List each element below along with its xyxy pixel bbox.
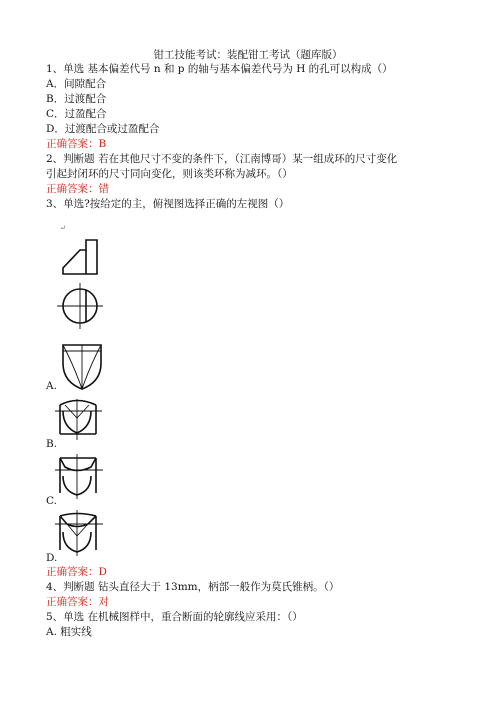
q2-stem-line2: 引起封闭环的尺寸同向变化，则该类环称为减环。（）	[46, 168, 293, 180]
paragraph-mark: ↵	[60, 224, 66, 232]
q2-answer-label: 正确答案：	[46, 183, 99, 195]
top-view-drawing	[57, 283, 103, 329]
q1-option-c: C．过盈配合	[46, 108, 107, 120]
q3-answer-value: D	[98, 566, 107, 578]
q1-stem: 1、单选 基本偏差代号 n 和 p 的轴与基本偏差代号为 H 的孔可以构成（）	[46, 63, 393, 75]
front-view-drawing	[63, 240, 97, 274]
option-c-drawing	[55, 452, 115, 502]
option-a-drawing	[60, 342, 120, 392]
q1-answer-value: B	[98, 138, 107, 150]
q1-answer	[46, 137, 106, 151]
q4-answer-label: 正确答案：	[46, 596, 99, 608]
q3-answer-label: 正确答案：	[46, 566, 99, 578]
q1-option-a: A．间隙配合	[46, 78, 107, 90]
q3-option-b: B.	[46, 438, 58, 450]
q2-stem-line1: 2、判断题 若在其他尺寸不变的条件下，（江南博哥）某一组成环的尺寸变化	[46, 153, 398, 165]
q3-option-c: C.	[46, 495, 57, 507]
q2-answer	[46, 182, 109, 196]
given-views-figure	[55, 238, 115, 328]
q2-answer-value: 错	[98, 183, 109, 195]
q4-answer	[46, 595, 109, 609]
option-d-drawing	[55, 508, 115, 558]
q3-option-d: D.	[46, 552, 58, 564]
q4-stem: 4、判断题 钻头直径大于 13mm，柄部一般作为莫氏锥柄。（）	[46, 581, 340, 593]
document-title: 钳工技能考试：装配钳工考试（题库版）	[153, 49, 343, 61]
q5-option-a: A. 粗实线	[46, 626, 92, 638]
q3-option-a: A.	[46, 380, 57, 392]
q3-stem: 3、单选?按给定的主，俯视图选择正确的左视图（）	[46, 198, 290, 210]
q5-stem: 5、单选 在机械图样中，重合断面的轮廓线应采用：（）	[46, 611, 303, 623]
option-b-drawing	[55, 394, 115, 444]
q3-answer	[46, 565, 107, 579]
q4-answer-value: 对	[98, 596, 109, 608]
q1-option-b: B．过渡配合	[46, 93, 107, 105]
q1-option-d: D．过渡配合或过盈配合	[46, 123, 160, 135]
q1-answer-label: 正确答案：	[46, 138, 99, 150]
